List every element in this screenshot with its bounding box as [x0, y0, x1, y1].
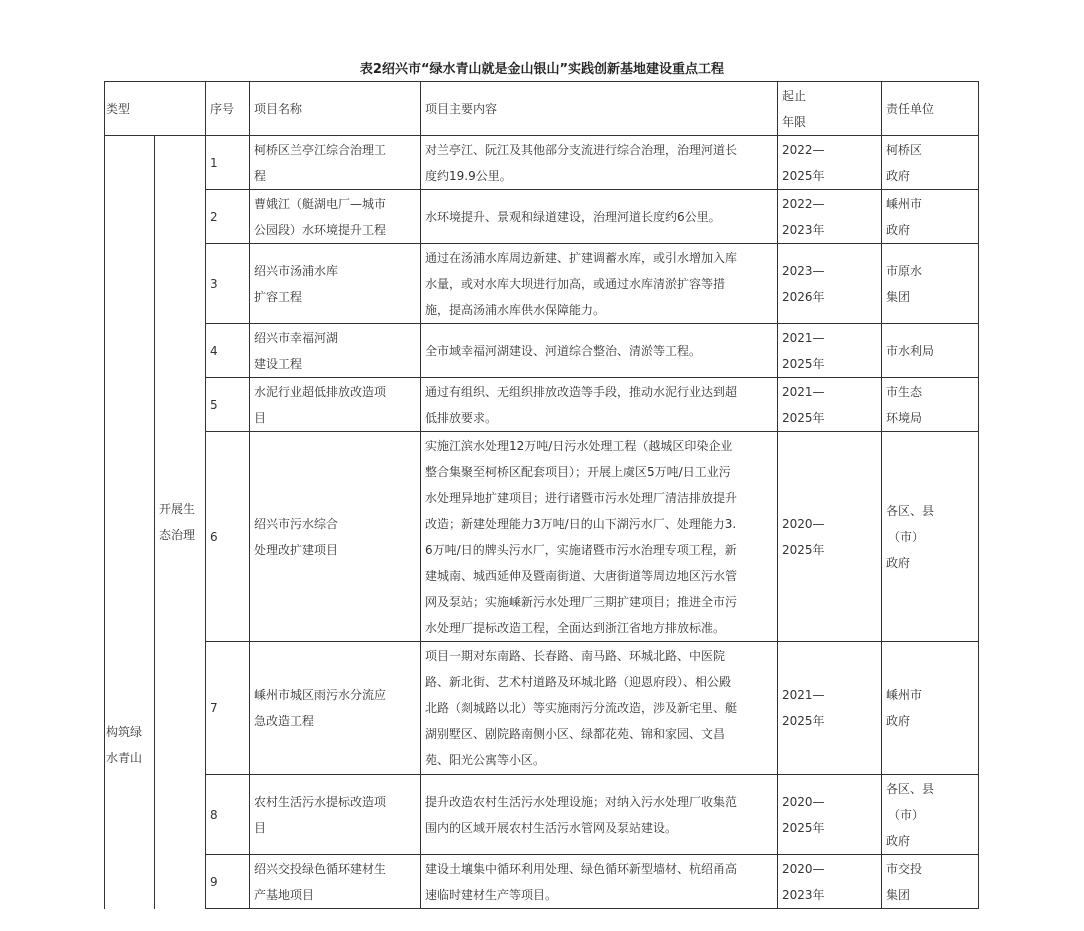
row-content-line: 通过有组织、无组织排放改造等手段，推动水泥行业达到超 [425, 384, 738, 399]
row-content [421, 432, 778, 642]
row-name-line: 绍兴市汤浦水库 [254, 263, 339, 278]
row-unit-line: 政府 [886, 555, 911, 570]
row-unit-line: 嵊州市 [886, 196, 923, 211]
row-period-line: 2021— [782, 384, 825, 399]
row-period-line: 2022— [782, 196, 825, 211]
row-unit-line: 各区、县 [886, 503, 935, 518]
row-period [778, 244, 882, 324]
row-content-line: 围内的区域开展农村生活污水管网及泵站建设。 [425, 820, 678, 835]
category-sub-line: 开展生 [159, 502, 196, 516]
table-row [105, 190, 979, 244]
row-period [778, 324, 882, 378]
row-period [778, 432, 882, 642]
row-period-line: 2020— [782, 861, 825, 876]
row-no: 6 [206, 432, 250, 642]
row-content-line: 对兰亭江、阮江及其他部分支流进行综合治理，治理河道长 [425, 142, 738, 157]
row-period-line: 2021— [782, 688, 825, 702]
row-name [250, 775, 421, 855]
row-period-line: 2025年 [782, 168, 825, 183]
row-name [250, 642, 421, 775]
row-unit-line: 市交投 [886, 861, 923, 876]
row-name-line: 程 [254, 168, 267, 183]
row-name-line: 公园段）水环境提升工程 [254, 222, 387, 237]
table-row [105, 855, 979, 909]
row-content-line: 网及泵站；实施嵊新污水处理厂三期扩建项目；推进全市污 [425, 594, 738, 609]
row-name-line: 柯桥区兰亭江综合治理工 [254, 142, 387, 157]
category-main-line: 构筑绿 [106, 725, 143, 739]
row-content [421, 324, 778, 378]
row-period-line: 2023年 [782, 222, 825, 237]
header-type: 类型 [105, 82, 206, 136]
row-no: 1 [206, 136, 250, 190]
row-unit-line: 市水利局 [886, 343, 935, 358]
header-period [778, 82, 882, 136]
row-period-line: 2021— [782, 330, 825, 345]
row-content-line: 苑、阳光公寓等小区。 [425, 753, 546, 767]
row-name [250, 190, 421, 244]
row-unit-line: 集团 [886, 887, 911, 902]
row-no: 4 [206, 324, 250, 378]
row-period [778, 642, 882, 775]
row-content-line: 6万吨/日的牌头污水厂，实施诸暨市污水治理专项工程，新 [425, 542, 737, 557]
row-content [421, 136, 778, 190]
row-name-line: 处理改扩建项目 [254, 542, 339, 557]
row-unit-line: （市） [888, 807, 925, 822]
row-content-line: 湖别墅区、剧院路南侧小区、绿都花苑、锦和家园、文昌 [425, 727, 726, 741]
row-unit [882, 136, 979, 190]
table-row [105, 136, 979, 190]
row-name-line: 建设工程 [254, 356, 303, 371]
row-unit-line: 各区、县 [886, 781, 935, 796]
row-name [250, 244, 421, 324]
header-period-line: 起止 [782, 88, 807, 103]
row-no: 9 [206, 855, 250, 909]
row-content-line: 通过在汤浦水库周边新建、扩建调蓄水库，或引水增加入库 [425, 250, 738, 265]
row-period [778, 378, 882, 432]
row-unit-line: 环境局 [886, 410, 923, 425]
row-content [421, 378, 778, 432]
row-period [778, 855, 882, 909]
row-period-line: 2022— [782, 142, 825, 157]
row-period-line: 2020— [782, 794, 825, 809]
category-main-line: 水青山 [106, 751, 143, 765]
row-content-line: 低排放要求。 [425, 410, 498, 425]
row-content-line: 北路（剡城路以北）等实施雨污分流改造，涉及新宅里、艇 [425, 701, 738, 715]
row-content-line: 路、新北街、艺术村道路及环城北路（迎恩府段）、相公殿 [425, 675, 732, 689]
row-content-line: 水环境提升、景观和绿道建设，治理河道长度约6公里。 [425, 209, 721, 224]
row-name [250, 378, 421, 432]
row-content-line: 度约19.9公里。 [425, 168, 512, 183]
row-period [778, 775, 882, 855]
row-name-line: 曹娥江（艇湖电厂—城市 [254, 196, 387, 211]
row-content-line: 建设土壤集中循环利用处理、绿色循环新型墙材、杭绍甬高 [425, 861, 738, 876]
row-content-line: 水处理厂提标改造工程，全面达到浙江省地方排放标准。 [425, 620, 726, 635]
row-unit [882, 244, 979, 324]
row-period-line: 2020— [782, 516, 825, 531]
row-period-line: 2023— [782, 263, 825, 278]
category-sub [155, 136, 206, 909]
header-no: 序号 [206, 82, 250, 136]
row-name-line: 目 [254, 410, 267, 425]
row-content-line: 水处理异地扩建项目；进行诸暨市污水处理厂清洁排放提升 [425, 490, 738, 505]
row-content-line: 实施江滨水处理12万吨/日污水处理工程（越城区印染企业 [425, 438, 733, 453]
table-title: 表2绍兴市“绿水青山就是金山银山”实践创新基地建设重点工程 [359, 62, 725, 77]
row-unit-line: （市） [888, 529, 925, 544]
row-name [250, 855, 421, 909]
row-name-line: 扩容工程 [254, 289, 303, 304]
row-content [421, 642, 778, 775]
row-unit [882, 642, 979, 775]
row-content [421, 190, 778, 244]
header-row [105, 82, 979, 136]
row-period [778, 190, 882, 244]
row-name-line: 绍兴市污水综合 [254, 516, 339, 531]
table-row [105, 775, 979, 855]
row-unit [882, 775, 979, 855]
row-name [250, 324, 421, 378]
row-name [250, 136, 421, 190]
row-unit-line: 政府 [886, 833, 911, 848]
row-no: 8 [206, 775, 250, 855]
table-row [105, 642, 979, 775]
row-unit-line: 市原水 [886, 263, 923, 278]
row-unit [882, 378, 979, 432]
row-name-line: 急改造工程 [254, 714, 315, 728]
projects-table [104, 81, 979, 909]
row-content-line: 水量，或对水库大坝进行加高，或通过水库清淤扩容等措 [425, 276, 726, 291]
row-no: 7 [206, 642, 250, 775]
row-no: 2 [206, 190, 250, 244]
row-unit-line: 政府 [886, 714, 911, 728]
row-name-line: 产基地项目 [254, 887, 315, 902]
header-name: 项目名称 [250, 82, 421, 136]
row-unit-line: 政府 [886, 168, 911, 183]
row-content-line: 整合集聚至柯桥区配套项目）；开展上虞区5万吨/日工业污 [425, 464, 731, 479]
row-name-line: 绍兴交投绿色循环建材生 [254, 861, 387, 876]
row-content-line: 项目一期对东南路、长春路、南马路、环城北路、中医院 [425, 649, 726, 663]
row-content-line: 改造；新建处理能力3万吨/日的山下湖污水厂、处理能力3. [425, 516, 737, 531]
row-period-line: 2025年 [782, 542, 825, 557]
row-name-line: 农村生活污水提标改造项 [254, 794, 387, 809]
table-row [105, 244, 979, 324]
row-name-line: 水泥行业超低排放改造项 [254, 384, 387, 399]
row-unit-line: 市生态 [886, 384, 923, 399]
row-no: 3 [206, 244, 250, 324]
row-content [421, 244, 778, 324]
row-content-line: 全市域幸福河湖建设、河道综合整治、清淤等工程。 [425, 343, 702, 358]
row-content-line: 建城南、城西延伸及暨南街道、大唐街道等周边地区污水管 [425, 568, 738, 583]
row-name-line: 目 [254, 820, 267, 835]
table-row [105, 432, 979, 642]
row-unit [882, 432, 979, 642]
row-name-line: 绍兴市幸福河湖 [254, 330, 339, 345]
row-unit-line: 政府 [886, 222, 911, 237]
row-unit-line: 柯桥区 [886, 142, 923, 157]
row-content-line: 提升改造农村生活污水处理设施；对纳入污水处理厂收集范 [425, 794, 738, 809]
row-period-line: 2025年 [782, 820, 825, 835]
row-period [778, 136, 882, 190]
row-name-line: 嵊州市城区雨污水分流应 [254, 688, 387, 702]
row-content [421, 855, 778, 909]
header-content: 项目主要内容 [421, 82, 778, 136]
table-row [105, 324, 979, 378]
row-no: 5 [206, 378, 250, 432]
row-unit [882, 324, 979, 378]
row-name [250, 432, 421, 642]
table-row [105, 378, 979, 432]
header-unit: 责任单位 [882, 82, 979, 136]
row-unit [882, 190, 979, 244]
row-content-line: 施，提高汤浦水库供水保障能力。 [425, 302, 606, 317]
row-period-line: 2025年 [782, 356, 825, 371]
header-period-line: 年限 [782, 114, 807, 129]
row-period-line: 2023年 [782, 887, 825, 902]
category-main [105, 136, 155, 909]
row-period-line: 2026年 [782, 289, 825, 304]
row-content [421, 775, 778, 855]
row-content-line: 速临时建材生产等项目。 [425, 887, 558, 902]
category-sub-line: 态治理 [159, 528, 196, 542]
row-unit-line: 集团 [886, 289, 911, 304]
row-unit-line: 嵊州市 [886, 688, 923, 702]
row-period-line: 2025年 [782, 410, 825, 425]
row-unit [882, 855, 979, 909]
row-period-line: 2025年 [782, 714, 825, 728]
